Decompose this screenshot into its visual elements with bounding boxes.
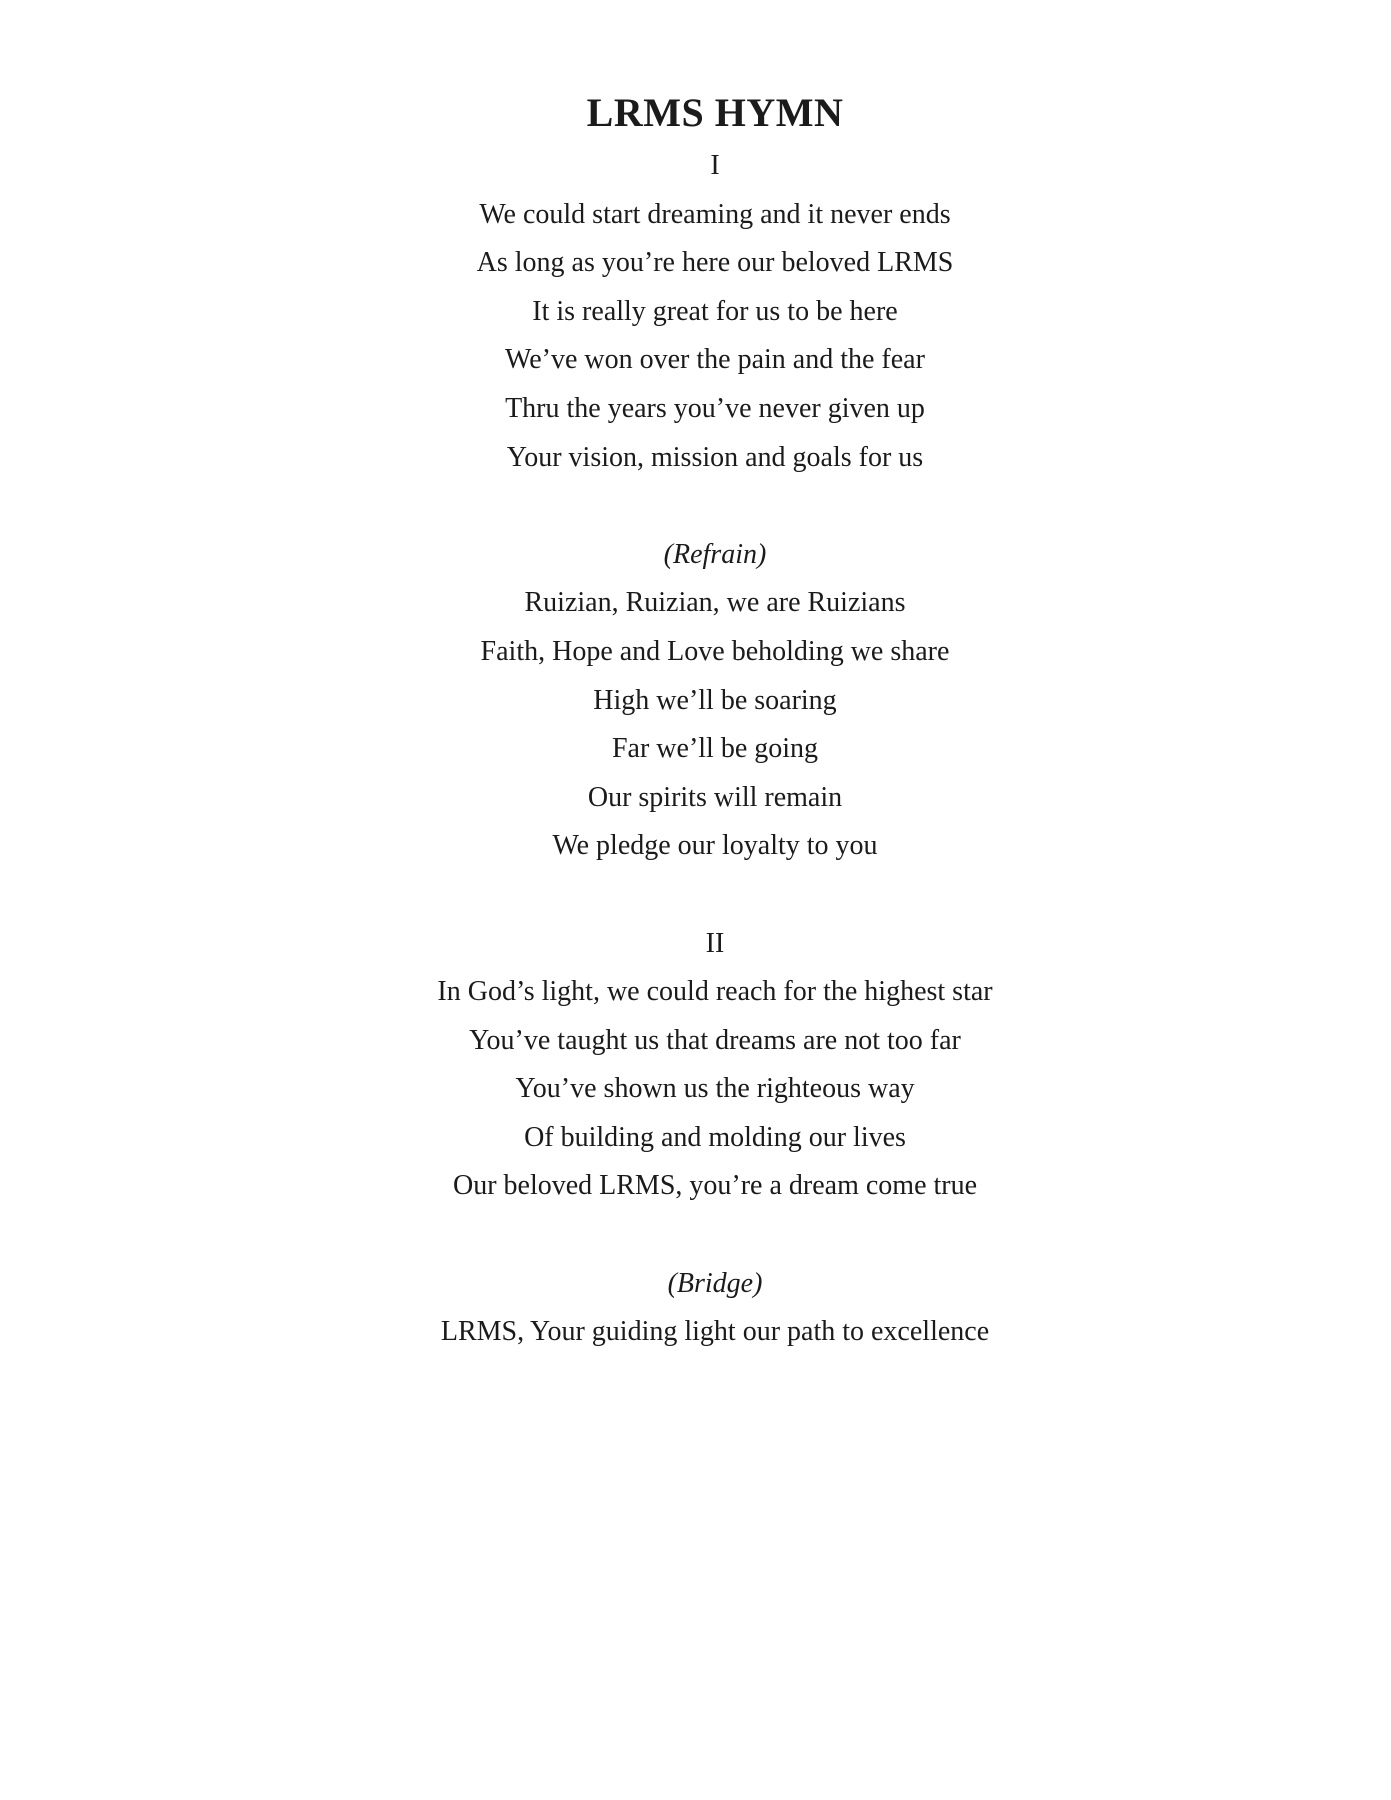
lyric-line: High we’ll be soaring [593,684,837,716]
stanza-marker: II [705,927,725,959]
lyric-line: Thru the years you’ve never given up [505,392,925,424]
stanza-verse-1 [39,142,1391,482]
lyric-line: You’ve shown us the righteous way [515,1073,915,1105]
hymn-content [39,84,1391,1357]
stanza-verse-2 [39,920,1391,1212]
lyric-line: We’ve won over the pain and the fear [505,344,925,376]
lyric-line: You’ve taught us that dreams are not too far [469,1024,961,1056]
stanza-marker: (Refrain) [663,538,767,570]
stanza-marker: I [710,150,720,181]
lyric-line: Of building and molding our lives [524,1121,906,1153]
document-title: LRMS HYMN [586,90,844,135]
lyric-line: Far we’ll be going [611,733,819,765]
lyric-line: Faith, Hope and Love beholding we share [480,635,950,667]
stanza-refrain [39,531,1391,871]
lyric-line: Our spirits will remain [587,781,843,813]
lyric-line: Your vision, mission and goals for us [506,441,924,473]
stanza-marker: (Bridge) [667,1267,763,1299]
lyric-line: We pledge our loyalty to you [552,830,878,862]
lyric-line: Ruizian, Ruizian, we are Ruizians [524,587,906,619]
lyric-line: In God’s light, we could reach for the highest star [437,976,993,1008]
lyric-line: We could start dreaming and it never ends [479,198,951,230]
lyric-line: It is really great for us to be here [532,295,898,327]
lyric-line: Our beloved LRMS, you’re a dream come true [452,1170,978,1202]
lyric-line: As long as you’re here our beloved LRMS [476,247,954,279]
lyric-line: LRMS, Your guiding light our path to excellence [440,1316,990,1348]
stanza-bridge [39,1260,1391,1357]
